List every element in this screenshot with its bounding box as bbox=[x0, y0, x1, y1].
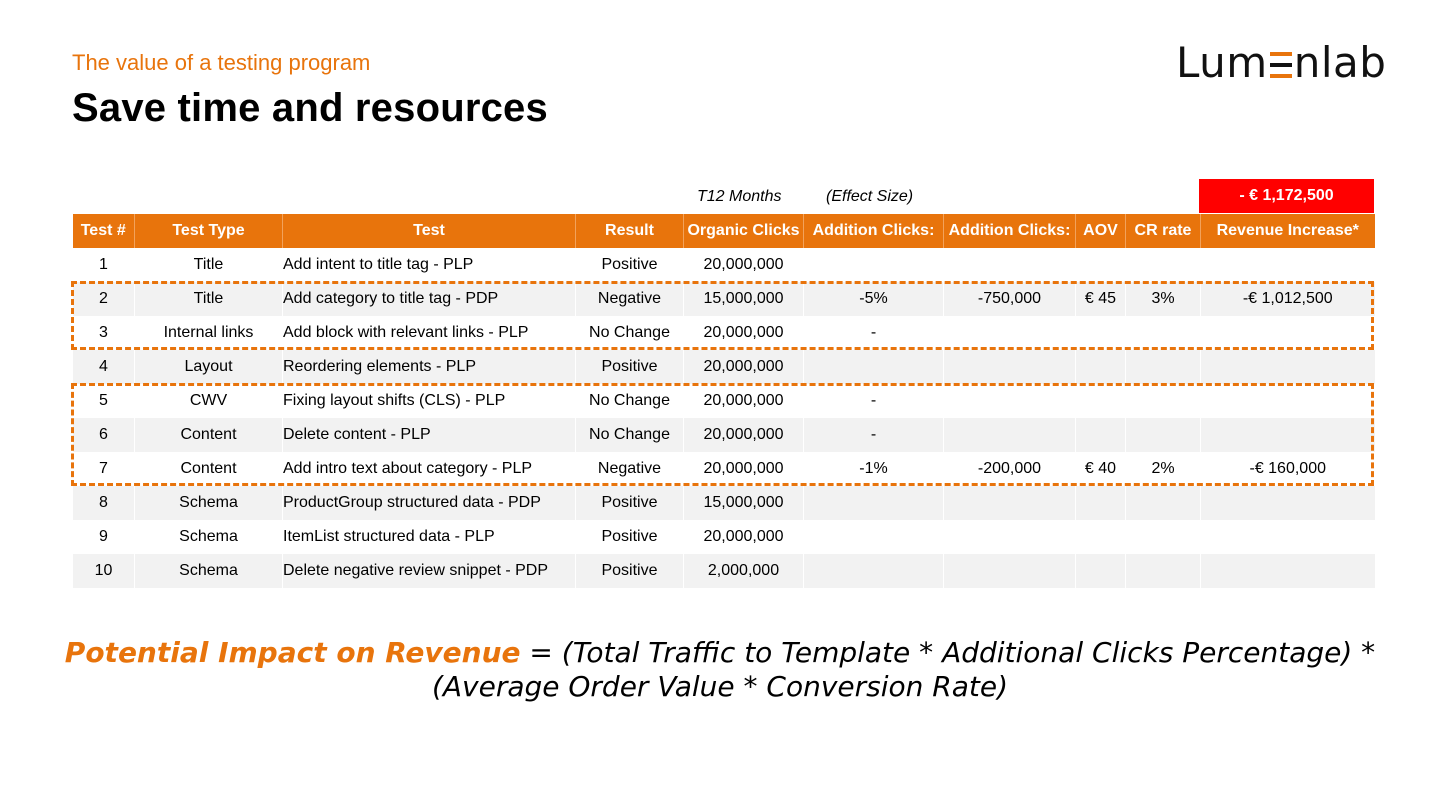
cell-test-type: CWV bbox=[135, 384, 283, 418]
cell-aov bbox=[1076, 350, 1126, 384]
logo-text-left: Lum bbox=[1176, 37, 1268, 87]
formula-line-1-rest: = (Total Traffic to Template * Additional Clicks Percentage) * bbox=[520, 636, 1376, 669]
cell-test-type: Schema bbox=[135, 486, 283, 520]
cell-organic-clicks: 20,000,000 bbox=[684, 248, 804, 282]
cell-addition-clicks bbox=[944, 554, 1076, 588]
cell-cr-rate bbox=[1126, 316, 1201, 350]
header-revenue-increase: Revenue Increase* bbox=[1201, 214, 1375, 248]
cell-organic-clicks: 2,000,000 bbox=[684, 554, 804, 588]
effect-size-label: (Effect Size) bbox=[826, 188, 914, 205]
table-row bbox=[73, 554, 1375, 588]
revenue-formula bbox=[0, 636, 1440, 704]
cell-test-type: Schema bbox=[135, 520, 283, 554]
cell-cr-rate bbox=[1126, 520, 1201, 554]
cell-aov bbox=[1076, 418, 1126, 452]
header-cr-rate: CR rate bbox=[1126, 214, 1201, 248]
cell-addition-clicks: -200,000 bbox=[944, 452, 1076, 486]
cell-addition-clicks-pct bbox=[804, 554, 944, 588]
cell-organic-clicks: 20,000,000 bbox=[684, 350, 804, 384]
cell-cr-rate bbox=[1126, 248, 1201, 282]
period-label: T12 Months bbox=[697, 188, 782, 205]
cell-cr-rate bbox=[1126, 384, 1201, 418]
cell-test-type: Schema bbox=[135, 554, 283, 588]
cell-aov bbox=[1076, 486, 1126, 520]
table-row bbox=[73, 316, 1375, 350]
cell-addition-clicks bbox=[944, 350, 1076, 384]
cell-test-type: Content bbox=[135, 418, 283, 452]
table-row bbox=[73, 452, 1375, 486]
header-addition-clicks: Addition Clicks: bbox=[944, 214, 1076, 248]
cell-result: Positive bbox=[576, 248, 684, 282]
cell-revenue-increase bbox=[1201, 520, 1375, 554]
cell-result: No Change bbox=[576, 384, 684, 418]
logo-e-mark bbox=[1270, 52, 1292, 78]
table-row bbox=[73, 350, 1375, 384]
logo-text-right: nlab bbox=[1293, 37, 1387, 87]
table-row bbox=[73, 520, 1375, 554]
cell-revenue-increase bbox=[1201, 554, 1375, 588]
cell-test-number: 1 bbox=[73, 248, 135, 282]
cell-addition-clicks bbox=[944, 520, 1076, 554]
cell-aov: € 45 bbox=[1076, 282, 1126, 316]
cell-test-number: 3 bbox=[73, 316, 135, 350]
slide-subtitle: The value of a testing program bbox=[72, 50, 371, 75]
cell-test-name: Add intent to title tag - PLP bbox=[283, 248, 576, 282]
cell-addition-clicks: -750,000 bbox=[944, 282, 1076, 316]
header-aov: AOV bbox=[1076, 214, 1126, 248]
cell-addition-clicks bbox=[944, 384, 1076, 418]
table-row bbox=[73, 282, 1375, 316]
header-test-type: Test Type bbox=[135, 214, 283, 248]
table-row bbox=[73, 384, 1375, 418]
cell-organic-clicks: 20,000,000 bbox=[684, 452, 804, 486]
cell-test-number: 4 bbox=[73, 350, 135, 384]
cell-aov bbox=[1076, 554, 1126, 588]
cell-addition-clicks-pct: - bbox=[804, 418, 944, 452]
cell-result: No Change bbox=[576, 418, 684, 452]
cell-test-number: 10 bbox=[73, 554, 135, 588]
cell-test-name: Reordering elements - PLP bbox=[283, 350, 576, 384]
cell-organic-clicks: 15,000,000 bbox=[684, 486, 804, 520]
table-row bbox=[73, 486, 1375, 520]
cell-revenue-increase bbox=[1201, 486, 1375, 520]
cell-test-name: ItemList structured data - PLP bbox=[283, 520, 576, 554]
cell-cr-rate bbox=[1126, 350, 1201, 384]
cell-addition-clicks-pct: -5% bbox=[804, 282, 944, 316]
cell-result: Negative bbox=[576, 452, 684, 486]
cell-aov: € 40 bbox=[1076, 452, 1126, 486]
header-test: Test bbox=[283, 214, 576, 248]
table-header-row bbox=[73, 214, 1375, 248]
cell-test-type: Content bbox=[135, 452, 283, 486]
revenue-total-badge: - € 1,172,500 bbox=[1199, 179, 1374, 213]
cell-revenue-increase bbox=[1201, 248, 1375, 282]
cell-test-number: 7 bbox=[73, 452, 135, 486]
cell-test-name: Delete negative review snippet - PDP bbox=[283, 554, 576, 588]
cell-test-number: 5 bbox=[73, 384, 135, 418]
cell-cr-rate bbox=[1126, 418, 1201, 452]
cell-revenue-increase bbox=[1201, 418, 1375, 452]
formula-highlight: Potential Impact on Revenue bbox=[64, 636, 521, 669]
cell-addition-clicks-pct bbox=[804, 520, 944, 554]
cell-result: Positive bbox=[576, 486, 684, 520]
cell-test-number: 2 bbox=[73, 282, 135, 316]
cell-revenue-increase bbox=[1201, 384, 1375, 418]
cell-cr-rate: 2% bbox=[1126, 452, 1201, 486]
cell-test-number: 6 bbox=[73, 418, 135, 452]
cell-test-name: Delete content - PLP bbox=[283, 418, 576, 452]
cell-addition-clicks-pct bbox=[804, 350, 944, 384]
cell-organic-clicks: 20,000,000 bbox=[684, 316, 804, 350]
cell-test-name: Add category to title tag - PDP bbox=[283, 282, 576, 316]
table-row bbox=[73, 418, 1375, 452]
cell-revenue-increase bbox=[1201, 316, 1375, 350]
cell-addition-clicks-pct: - bbox=[804, 316, 944, 350]
cell-addition-clicks-pct bbox=[804, 248, 944, 282]
cell-result: Positive bbox=[576, 520, 684, 554]
header-test-number: Test # bbox=[73, 214, 135, 248]
cell-result: Negative bbox=[576, 282, 684, 316]
cell-organic-clicks: 20,000,000 bbox=[684, 418, 804, 452]
cell-aov bbox=[1076, 248, 1126, 282]
cell-organic-clicks: 15,000,000 bbox=[684, 282, 804, 316]
cell-revenue-increase bbox=[1201, 350, 1375, 384]
cell-addition-clicks-pct bbox=[804, 486, 944, 520]
cell-result: Positive bbox=[576, 350, 684, 384]
cell-test-type: Title bbox=[135, 248, 283, 282]
cell-revenue-increase: -€ 160,000 bbox=[1201, 452, 1375, 486]
cell-addition-clicks bbox=[944, 486, 1076, 520]
cell-test-name: Add intro text about category - PLP bbox=[283, 452, 576, 486]
cell-addition-clicks-pct: -1% bbox=[804, 452, 944, 486]
formula-line-1 bbox=[0, 636, 1440, 670]
header-addition-clicks-pct: Addition Clicks: bbox=[804, 214, 944, 248]
table-row bbox=[73, 248, 1375, 282]
cell-test-type: Layout bbox=[135, 350, 283, 384]
cell-cr-rate bbox=[1126, 486, 1201, 520]
lumenlab-logo bbox=[1176, 37, 1387, 87]
cell-result: No Change bbox=[576, 316, 684, 350]
cell-organic-clicks: 20,000,000 bbox=[684, 384, 804, 418]
cell-addition-clicks bbox=[944, 316, 1076, 350]
header-result: Result bbox=[576, 214, 684, 248]
cell-revenue-increase: -€ 1,012,500 bbox=[1201, 282, 1375, 316]
cell-test-number: 9 bbox=[73, 520, 135, 554]
cell-aov bbox=[1076, 520, 1126, 554]
cell-test-name: Fixing layout shifts (CLS) - PLP bbox=[283, 384, 576, 418]
cell-organic-clicks: 20,000,000 bbox=[684, 520, 804, 554]
cell-addition-clicks-pct: - bbox=[804, 384, 944, 418]
cell-addition-clicks bbox=[944, 418, 1076, 452]
slide-title: Save time and resources bbox=[72, 86, 548, 130]
formula-line-2: (Average Order Value * Conversion Rate) bbox=[431, 670, 1009, 703]
cell-cr-rate bbox=[1126, 554, 1201, 588]
header-organic-clicks: Organic Clicks bbox=[684, 214, 804, 248]
cell-test-type: Internal links bbox=[135, 316, 283, 350]
cell-addition-clicks bbox=[944, 248, 1076, 282]
cell-cr-rate: 3% bbox=[1126, 282, 1201, 316]
cell-test-number: 8 bbox=[73, 486, 135, 520]
cell-test-type: Title bbox=[135, 282, 283, 316]
cell-result: Positive bbox=[576, 554, 684, 588]
cell-test-name: Add block with relevant links - PLP bbox=[283, 316, 576, 350]
cell-aov bbox=[1076, 316, 1126, 350]
cell-test-name: ProductGroup structured data - PDP bbox=[283, 486, 576, 520]
tests-table bbox=[72, 214, 1375, 588]
cell-aov bbox=[1076, 384, 1126, 418]
